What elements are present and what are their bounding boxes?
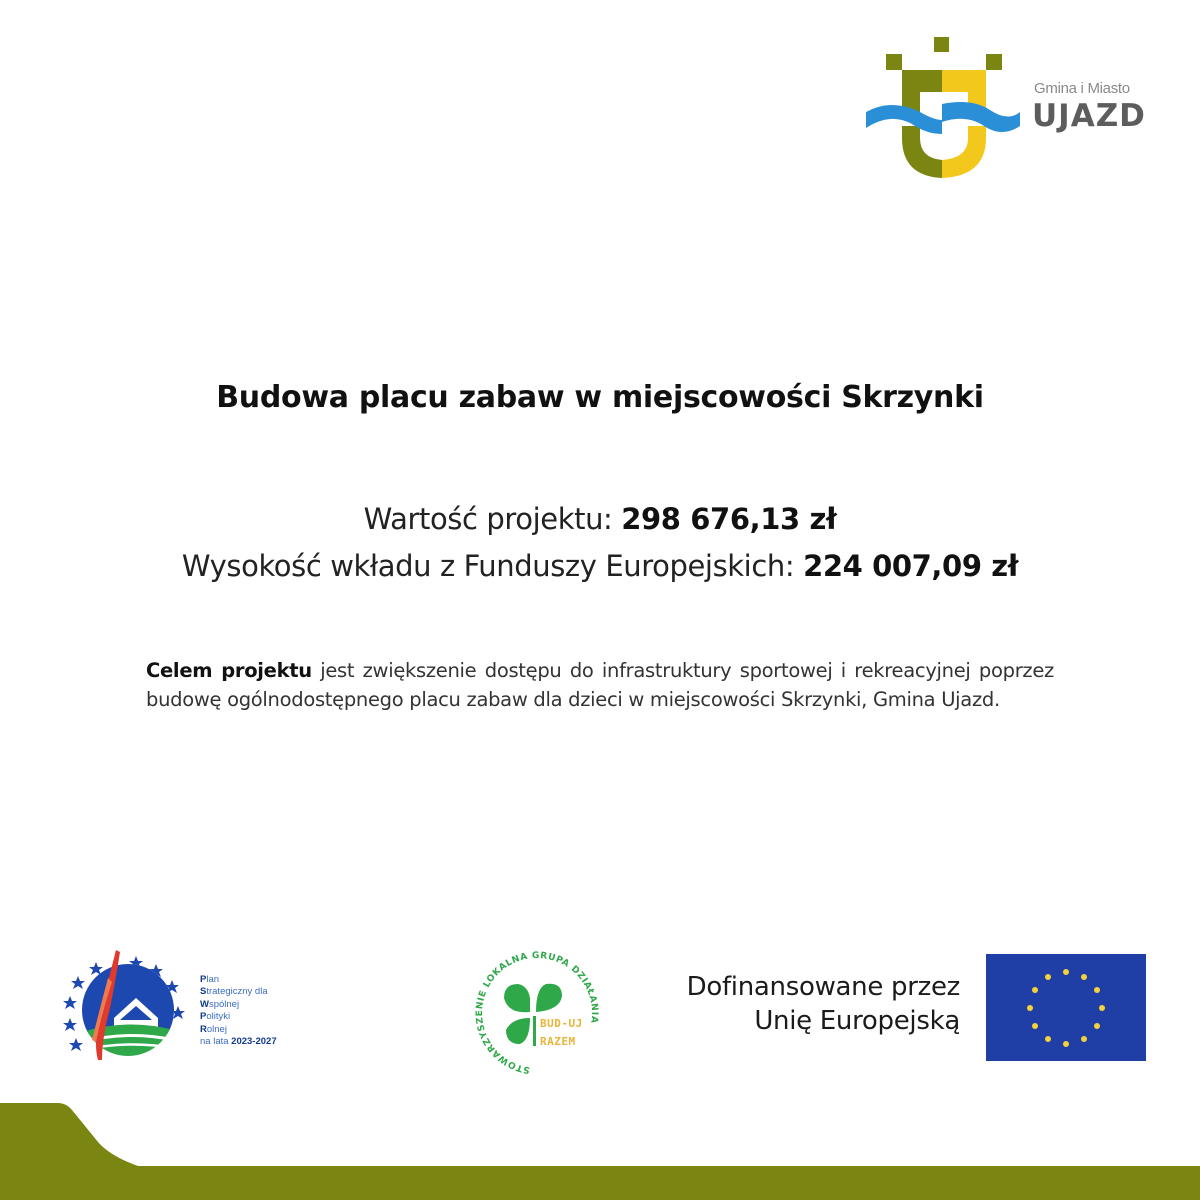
svg-text:STOWARZYSZENIE LOKALNA GRUPA D: STOWARZYSZENIE LOKALNA GRUPA DZIAŁANIA (475, 950, 600, 1075)
eu-contribution-label: Wysokość wkładu z Funduszy Europejskich: (181, 549, 795, 583)
project-values (0, 496, 1200, 590)
eu-funding-line2: Unię Europejską (754, 1006, 960, 1036)
eu-funding-text (640, 970, 960, 1038)
project-title: Budowa placu zabaw w miejscowości Skrzynki (216, 380, 984, 415)
pswpr-logo (58, 948, 308, 1068)
lgd-line2: RAZEM (540, 1035, 576, 1048)
project-value-label: Wartość projektu: (363, 502, 613, 536)
eu-flag-icon (986, 954, 1146, 1061)
project-description (146, 656, 1054, 714)
pswpr-logo-text: Plan Strategiczny dla Wspólnej Polityki Rolnej na lata 2023-2027 (200, 974, 277, 1048)
eu-contribution-row (0, 543, 1200, 590)
ujazd-coat-of-arms-icon (862, 34, 1022, 184)
ujazd-logo (862, 34, 1162, 184)
eu-contribution-amount: 224 007,09 zł (803, 549, 1019, 583)
lgd-line1: BUD-UJ (540, 1017, 583, 1030)
project-value-row (0, 496, 1200, 543)
description-text: jest zwiększenie dostępu do infrastruktury sportowej i rekreacyjnej poprzez budowę ogólnodostępnego placu zabaw dla dzieci w miejscowości Skrzynki, Gmina Ujazd. (146, 659, 1054, 711)
ujazd-logo-subtitle: Gmina i Miasto (1034, 80, 1130, 97)
four-leaf-clover-icon (472, 948, 602, 1078)
description-lead: Celem projektu (146, 659, 312, 682)
footer-band (0, 1100, 1200, 1200)
project-value-amount: 298 676,13 zł (621, 502, 837, 536)
lgd-logo (472, 948, 602, 1078)
ujazd-logo-name: UJAZD (1032, 98, 1146, 134)
pswpr-emblem-icon (58, 948, 198, 1068)
eu-funding-line1: Dofinansowane przez (686, 972, 960, 1002)
